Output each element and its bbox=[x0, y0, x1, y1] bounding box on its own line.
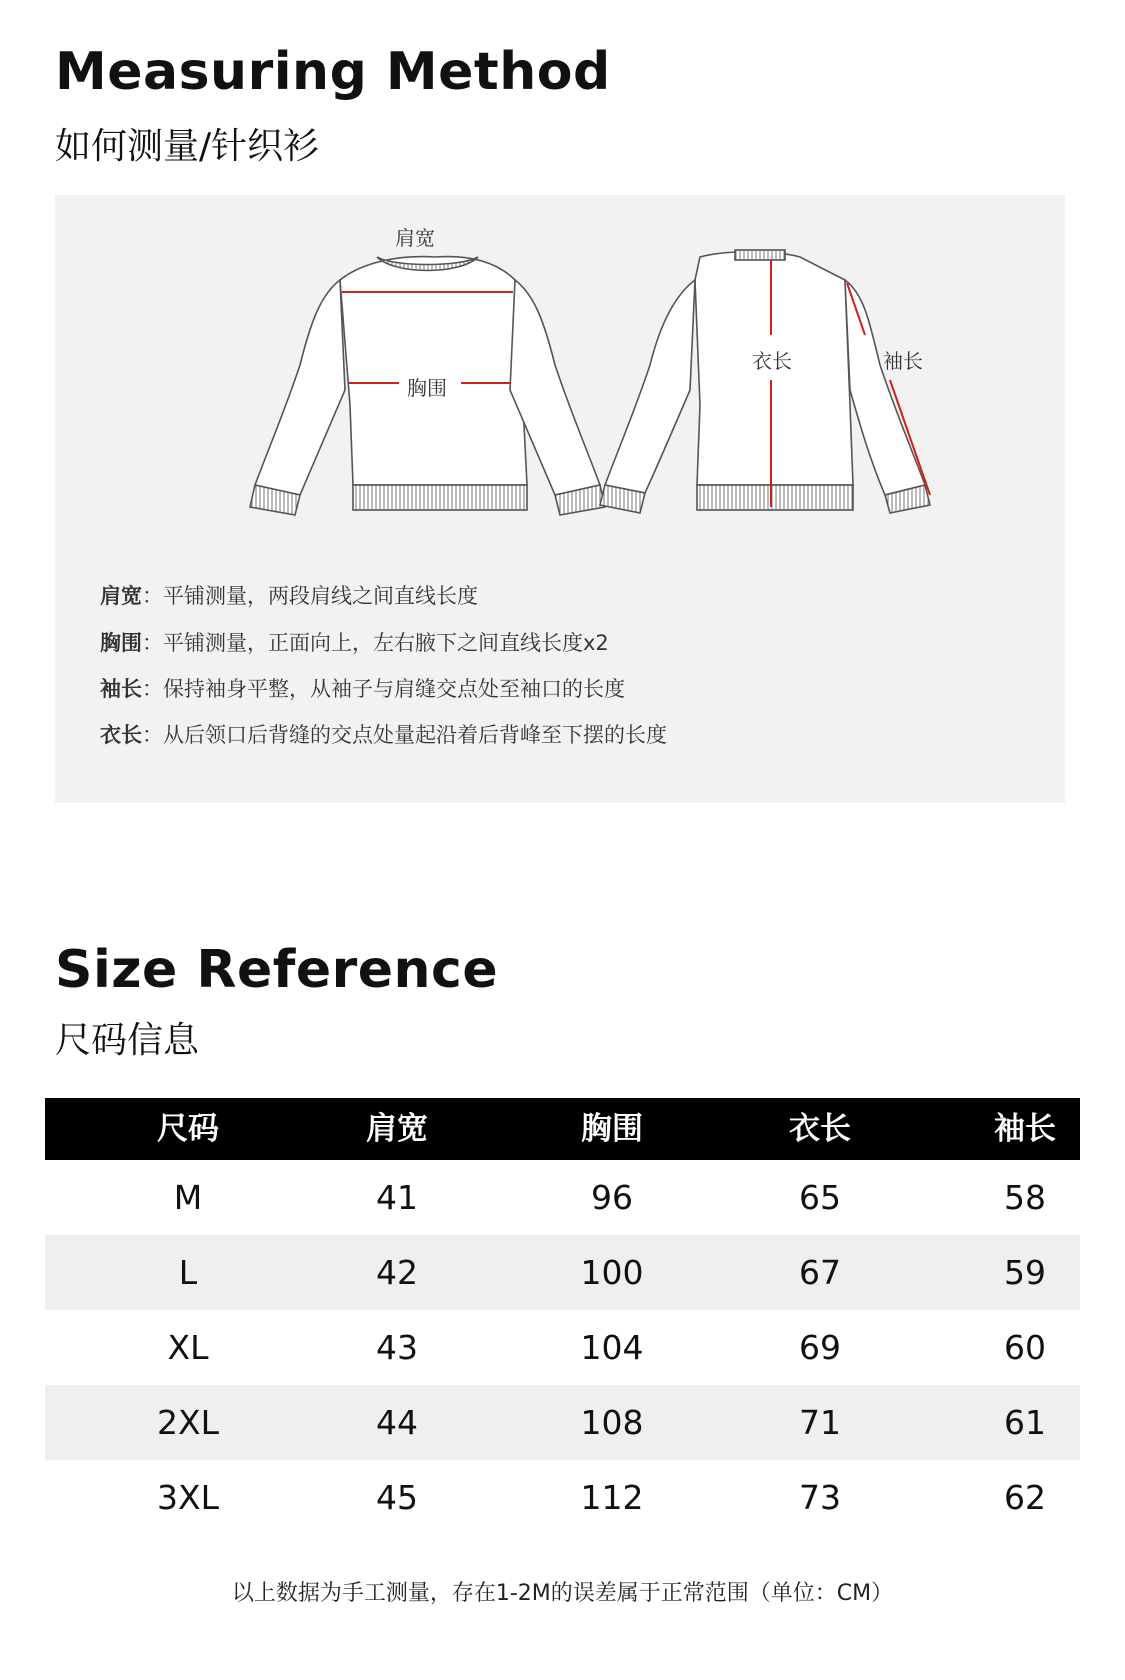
measuring-subtitle: 如何测量/针织衫 bbox=[55, 126, 320, 167]
cell-sleeve: 60 bbox=[1004, 1328, 1046, 1367]
cell-chest: 100 bbox=[580, 1253, 644, 1292]
col-size: 尺码 bbox=[157, 1111, 219, 1147]
desc-sep: ： bbox=[142, 631, 163, 655]
table-row bbox=[45, 1310, 1080, 1385]
desc-text: 保持袖身平整，从袖子与肩缝交点处至袖口的长度 bbox=[163, 677, 625, 701]
cell-sleeve: 61 bbox=[1004, 1403, 1046, 1442]
desc-term: 衣长 bbox=[100, 723, 142, 747]
table-row bbox=[45, 1235, 1080, 1310]
cell-size: 3XL bbox=[157, 1478, 219, 1517]
cell-shoulder: 41 bbox=[376, 1178, 418, 1217]
cell-sleeve: 59 bbox=[1004, 1253, 1046, 1292]
size-table bbox=[45, 1098, 1080, 1535]
size-subtitle: 尺码信息 bbox=[55, 1020, 200, 1061]
cell-shoulder: 45 bbox=[376, 1478, 418, 1517]
table-row bbox=[45, 1385, 1080, 1460]
size-footnote: 以上数据为手工测量，存在1-2M的误差属于正常范围（单位：CM） bbox=[231, 1581, 894, 1606]
table-row bbox=[45, 1160, 1080, 1235]
desc-sep: ： bbox=[142, 723, 163, 747]
sleeve-label: 袖长 bbox=[883, 349, 923, 373]
desc-sep: ： bbox=[142, 584, 163, 608]
cell-size: M bbox=[173, 1178, 203, 1217]
length-label: 衣长 bbox=[752, 349, 792, 373]
cell-length: 67 bbox=[799, 1253, 841, 1292]
cell-size: 2XL bbox=[157, 1403, 219, 1442]
cell-size: XL bbox=[167, 1328, 209, 1367]
cell-sleeve: 58 bbox=[1004, 1178, 1046, 1217]
desc-term: 肩宽 bbox=[100, 584, 142, 608]
desc-text: 平铺测量，两段肩线之间直线长度 bbox=[163, 584, 478, 608]
desc-shoulder bbox=[100, 580, 478, 610]
cell-chest: 96 bbox=[591, 1178, 633, 1217]
cell-chest: 112 bbox=[580, 1478, 644, 1517]
col-sleeve: 袖长 bbox=[994, 1111, 1056, 1147]
col-chest: 胸围 bbox=[581, 1111, 643, 1147]
desc-chest bbox=[100, 627, 609, 657]
cell-size: L bbox=[178, 1253, 198, 1292]
col-length: 衣长 bbox=[789, 1111, 851, 1147]
table-row bbox=[45, 1460, 1080, 1535]
cell-chest: 104 bbox=[580, 1328, 644, 1367]
cell-length: 71 bbox=[799, 1403, 841, 1442]
desc-term: 胸围 bbox=[100, 631, 142, 655]
measuring-panel bbox=[55, 195, 1065, 803]
cell-length: 65 bbox=[799, 1178, 841, 1217]
measuring-title: Measuring Method bbox=[55, 42, 611, 102]
col-shoulder: 肩宽 bbox=[366, 1111, 428, 1147]
desc-sleeve bbox=[100, 673, 625, 703]
shoulder-label: 肩宽 bbox=[395, 226, 435, 250]
desc-text: 从后领口后背缝的交点处量起沿着后背峰至下摆的长度 bbox=[163, 723, 667, 747]
table-header bbox=[45, 1098, 1080, 1160]
cell-sleeve: 62 bbox=[1004, 1478, 1046, 1517]
size-title: Size Reference bbox=[55, 940, 499, 1000]
desc-length bbox=[100, 719, 667, 749]
cell-shoulder: 42 bbox=[376, 1253, 418, 1292]
desc-term: 袖长 bbox=[100, 677, 142, 701]
back-sweater-icon bbox=[600, 250, 930, 513]
desc-sep: ： bbox=[142, 677, 163, 701]
cell-length: 69 bbox=[799, 1328, 841, 1367]
chest-label: 胸围 bbox=[407, 376, 447, 400]
cell-shoulder: 43 bbox=[376, 1328, 418, 1367]
desc-text: 平铺测量，正面向上，左右腋下之间直线长度x2 bbox=[163, 631, 609, 655]
cell-shoulder: 44 bbox=[376, 1403, 418, 1442]
cell-length: 73 bbox=[799, 1478, 841, 1517]
sweater-diagram bbox=[55, 195, 1065, 803]
cell-chest: 108 bbox=[580, 1403, 644, 1442]
